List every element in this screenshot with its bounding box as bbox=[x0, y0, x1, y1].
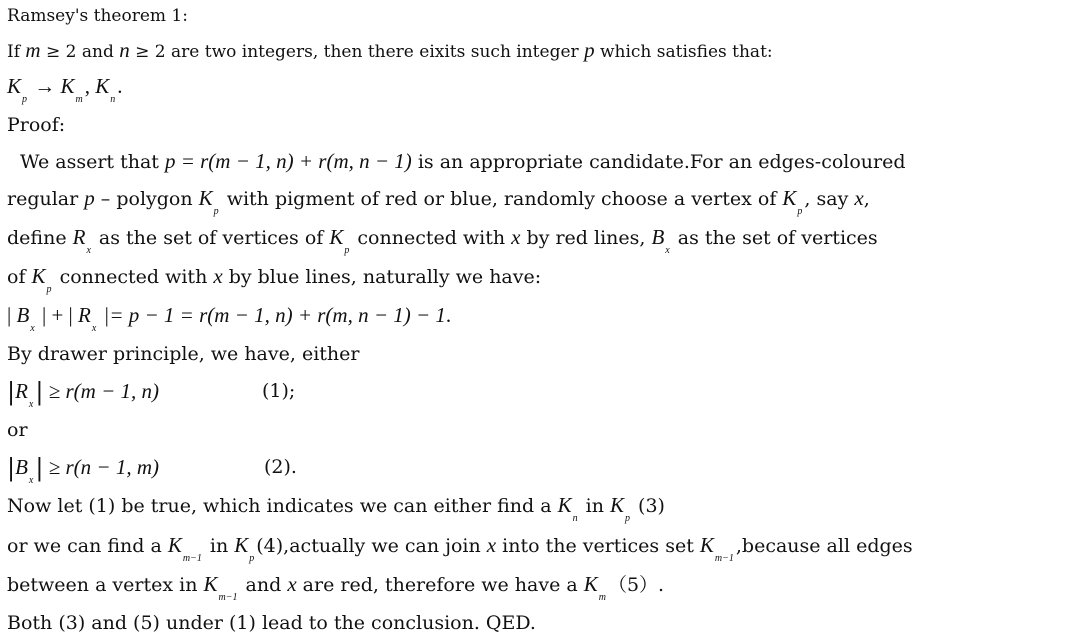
inequality-2-tag: (2). bbox=[264, 456, 297, 478]
blue-lines-sentence: of $K_p$ connected with x by blue lines, naturally we have: bbox=[7, 264, 542, 295]
polygon-sentence: regular p – polygon $K_p$ with pigment of red or blue, randomly choose a vertex of $K_p$, say x, bbox=[7, 186, 870, 217]
or-label: or bbox=[7, 419, 28, 441]
find-sentence: or we can find a $K_{m-1}$ in $K_p(4),actually$ we can join x into the vertices set $K_{m-1},because$ all edges bbox=[7, 533, 913, 564]
proof-assertion: We assert that p = r(m − 1, n) + r(m, n − 1) is an appropriate candidate.For an edges-coloured bbox=[20, 149, 906, 173]
inequality-2: $|B_x| \ge r(n - 1$, m) bbox=[7, 454, 159, 486]
inequality-1-tag: (1); bbox=[262, 380, 296, 402]
conclusion: Both (3) and (5) under (1) lead to the conclusion. QED. bbox=[7, 612, 536, 634]
inequality-1: $|R_x| \ge r(m - 1$, n) bbox=[7, 378, 159, 410]
drawer-principle: By drawer principle, we have, either bbox=[7, 343, 360, 365]
case-one-sentence: Now let (1) be true, which indicates we can either find a $K_n$ in $K_p$ (3) bbox=[7, 493, 665, 524]
between-sentence: between a vertex in $K_{m-1}$ and x are red, therefore we have a $K_m(5)$. bbox=[7, 572, 665, 603]
ramsey-arrow-formula: $K_p \to K_m$, $K_n$. bbox=[7, 74, 123, 105]
proof-label: Proof: bbox=[7, 114, 66, 136]
sum-equation: | $B_x$ | + | $R_x$ |= p − 1 = r(m − 1, n) + r(m, n − 1) − 1. bbox=[7, 303, 452, 334]
define-sentence: define $R_x$ as the set of vertices of $K_p$ connected with x by red lines, $B_x$ as the set of vertices bbox=[7, 225, 878, 256]
theorem-statement: If m ≥ 2 and n ≥ 2 are two integers, then there eixits such integer p which satisfies that: bbox=[7, 38, 773, 62]
theorem-title: Ramsey's theorem 1: bbox=[7, 6, 188, 26]
